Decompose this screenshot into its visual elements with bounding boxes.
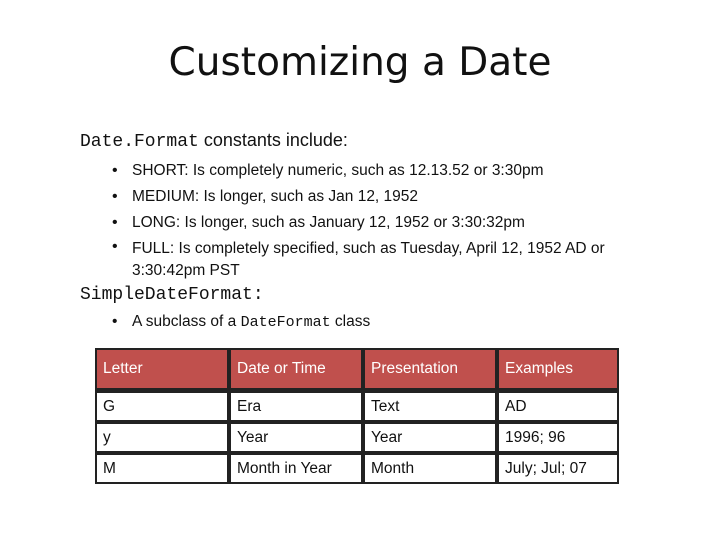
table-cell: Year <box>229 422 363 453</box>
table-cell: July; Jul; 07 <box>497 453 619 484</box>
table-cell: Era <box>229 390 363 422</box>
table-cell: G <box>95 390 229 422</box>
date-format-heading-text: constants include: <box>198 130 348 150</box>
table-cell: M <box>95 453 229 484</box>
header-date-or-time: Date or Time <box>229 348 363 390</box>
subclass-code: DateFormat <box>240 314 331 331</box>
bullet-medium: • MEDIUM: Is longer, such as Jan 12, 1952 <box>112 184 652 210</box>
date-format-heading <box>80 130 348 152</box>
table-cell: Month in Year <box>229 453 363 484</box>
bullet-dot: • <box>112 313 118 330</box>
slide-title: Customizing a Date <box>168 40 552 85</box>
bullet-long: • LONG: Is longer, such as January 12, 1952 or 3:30:32pm <box>112 210 652 236</box>
date-format-code: Date.Format <box>80 132 199 152</box>
table-cell: Year <box>363 422 497 453</box>
simple-date-format-heading <box>80 283 264 305</box>
subclass-text-before: A subclass of a <box>132 313 241 330</box>
format-table <box>95 348 619 484</box>
table-header-row <box>95 348 619 390</box>
table-cell: Text <box>363 390 497 422</box>
table-cell: Month <box>363 453 497 484</box>
header-presentation: Presentation <box>363 348 497 390</box>
simple-date-format-code: SimpleDateFormat: <box>80 285 264 305</box>
subclass-bullet <box>112 313 370 331</box>
table-cell: y <box>95 422 229 453</box>
table-cell: 1996; 96 <box>497 422 619 453</box>
table-row <box>95 390 619 422</box>
table-row <box>95 453 619 484</box>
table-cell: AD <box>497 390 619 422</box>
header-letter: Letter <box>95 348 229 390</box>
bullet-short: • SHORT: Is completely numeric, such as 12.13.52 or 3:30pm <box>112 158 652 184</box>
subclass-text-after: class <box>330 313 371 330</box>
constants-list <box>112 158 652 282</box>
bullet-full: • FULL: Is completely specified, such as Tuesday, April 12, 1952 AD or 3:30:42pm PST <box>112 236 652 282</box>
header-examples: Examples <box>497 348 619 390</box>
table-row <box>95 422 619 453</box>
